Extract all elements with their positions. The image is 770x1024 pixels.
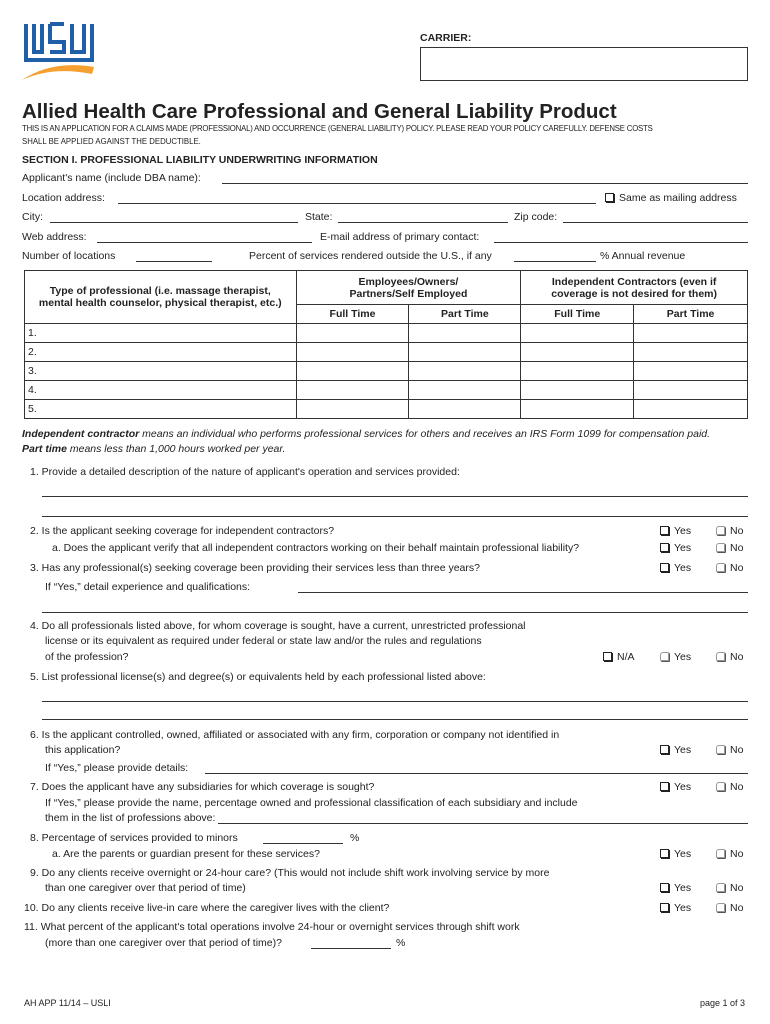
table-row	[25, 324, 748, 343]
table-cell[interactable]	[409, 362, 521, 381]
answer-line[interactable]	[205, 773, 748, 774]
full-time-header: Full Time	[296, 305, 409, 324]
contractors-header: Independent Contractors (even if coverage is not desired for them)	[521, 271, 748, 305]
checkbox-icon	[716, 883, 725, 892]
question-q5: 5. List professional license(s) and degree(s) or equivalents held by each professional listed above:	[30, 671, 486, 683]
answer-line[interactable]	[298, 592, 748, 593]
type-header: Type of professional (i.e. massage therapist, mental health counselor, physical therapist, etc.)	[25, 271, 297, 324]
question-q6b: this application?	[45, 744, 121, 756]
no-checkbox[interactable]: No	[716, 848, 743, 860]
checkbox-icon	[660, 782, 669, 791]
checkbox-icon	[603, 652, 612, 661]
yes-checkbox[interactable]: Yes	[660, 562, 691, 574]
checkbox-icon	[716, 903, 725, 912]
question-q1: 1. Provide a detailed description of the nature of applicant's operation and services provided:	[30, 466, 460, 478]
table-row	[25, 343, 748, 362]
question-q11a: 11. What percent of the applicant's total operations involve 24-hour or overnight services through shift work	[24, 921, 520, 933]
answer-line[interactable]	[42, 612, 748, 613]
table-row	[25, 400, 748, 419]
table-cell[interactable]	[521, 343, 634, 362]
web-label: Web address:	[22, 231, 87, 243]
question-q3: 3. Has any professional(s) seeking coverage been providing their services less than three years?	[30, 562, 480, 574]
no-checkbox[interactable]: No	[716, 562, 743, 574]
table-cell[interactable]	[296, 400, 409, 419]
location-label: Location address:	[22, 192, 105, 204]
same-as-mailing-checkbox[interactable]	[605, 192, 737, 204]
answer-line[interactable]	[311, 948, 391, 949]
checkbox-icon	[716, 543, 725, 552]
pct-outside-field[interactable]	[514, 261, 596, 262]
no-checkbox[interactable]: No	[716, 542, 743, 554]
same-as-mailing-label: Same as mailing address	[619, 192, 737, 204]
pt-definition: Part time means less than 1,000 hours worked per year.	[22, 443, 286, 455]
yes-checkbox[interactable]: Yes	[660, 744, 691, 756]
checkbox-icon	[660, 543, 669, 552]
checkbox-icon	[660, 903, 669, 912]
question-q2: 2. Is the applicant seeking coverage for independent contractors?	[30, 525, 335, 537]
checkbox-icon	[660, 526, 669, 535]
table-cell[interactable]	[634, 324, 748, 343]
annual-revenue-label: % Annual revenue	[600, 250, 686, 262]
checkbox-icon	[660, 652, 669, 661]
checkbox-icon	[660, 563, 669, 572]
row-number[interactable]: 2.	[25, 343, 297, 362]
state-label: State:	[305, 211, 333, 223]
employees-header: Employees/Owners/ Partners/Self Employed	[296, 271, 521, 305]
table-cell[interactable]	[409, 343, 521, 362]
applicant-field[interactable]	[222, 183, 748, 184]
answer-line[interactable]	[42, 701, 748, 702]
table-cell[interactable]	[634, 343, 748, 362]
zip-label: Zip code:	[514, 211, 558, 223]
row-number[interactable]: 4.	[25, 381, 297, 400]
answer-line[interactable]	[42, 516, 748, 517]
notice-text: SHALL BE APPLIED AGAINST THE DEDUCTIBLE.	[22, 137, 201, 146]
table-cell[interactable]	[409, 324, 521, 343]
location-field[interactable]	[118, 203, 596, 204]
checkbox-icon	[716, 745, 725, 754]
full-time-header: Full Time	[521, 305, 634, 324]
yes-checkbox[interactable]: Yes	[660, 542, 691, 554]
yes-checkbox[interactable]: Yes	[660, 651, 691, 663]
checkbox-icon	[716, 782, 725, 791]
question-q8: 8. Percentage of services provided to minors	[30, 832, 238, 844]
page-number: page 1 of 3	[700, 998, 746, 1008]
row-number[interactable]: 5.	[25, 400, 297, 419]
city-label: City:	[22, 211, 43, 223]
no-checkbox[interactable]: No	[716, 651, 743, 663]
question-q4b: license or its equivalent as required under federal or state law and/or the rules and regulations	[45, 635, 482, 647]
yes-checkbox[interactable]: Yes	[660, 848, 691, 860]
question-q4a: 4. Do all professionals listed above, for whom coverage is sought, have a current, unrestricted professional	[30, 620, 526, 632]
table-cell[interactable]	[521, 381, 634, 400]
answer-line[interactable]	[42, 719, 748, 720]
usli-logo	[22, 22, 96, 80]
table-cell[interactable]	[521, 324, 634, 343]
email-field[interactable]	[494, 242, 748, 243]
carrier-label: CARRIER:	[420, 32, 472, 44]
question-q9b: than one caregiver over that period of time)	[45, 882, 246, 894]
row-number[interactable]: 3.	[25, 362, 297, 381]
pct-sign: %	[396, 937, 406, 949]
question-q7a: 7. Does the applicant have any subsidiaries for which coverage is sought?	[30, 781, 375, 793]
table-cell[interactable]	[296, 362, 409, 381]
table-cell[interactable]	[409, 400, 521, 419]
no-checkbox[interactable]: No	[716, 781, 743, 793]
checkbox-icon	[605, 193, 614, 202]
part-time-header: Part Time	[634, 305, 748, 324]
question-q8a: a. Are the parents or guardian present for these services?	[52, 848, 320, 860]
pct-outside-label: Percent of services rendered outside the U.S., if any	[249, 250, 492, 262]
answer-line[interactable]	[218, 823, 748, 824]
email-label: E-mail address of primary contact:	[320, 231, 480, 243]
no-checkbox[interactable]: No	[716, 525, 743, 537]
table-cell[interactable]	[521, 362, 634, 381]
table-cell[interactable]	[521, 400, 634, 419]
answer-line[interactable]	[42, 496, 748, 497]
table-cell[interactable]	[409, 381, 521, 400]
section-heading: SECTION I. PROFESSIONAL LIABILITY UNDERWRITING INFORMATION	[22, 154, 378, 166]
question-q2a: a. Does the applicant verify that all independent contractors working on their behalf maintain professional liability?	[52, 542, 580, 554]
question-q6c: If “Yes,” please provide details:	[45, 762, 189, 774]
checkbox-icon	[716, 563, 725, 572]
table-cell[interactable]	[296, 343, 409, 362]
question-q11b: (more than one caregiver over that period of time)?	[45, 937, 282, 949]
applicant-label: Applicant's name (include DBA name):	[22, 172, 201, 184]
question-q3b: If “Yes,” detail experience and qualifications:	[45, 581, 251, 593]
num-locations-field[interactable]	[136, 261, 212, 262]
na-checkbox[interactable]: N/A	[603, 651, 635, 663]
answer-line[interactable]	[263, 843, 343, 844]
num-locations-label: Number of locations	[22, 250, 116, 262]
checkbox-icon	[716, 849, 725, 858]
no-checkbox[interactable]: No	[716, 902, 743, 914]
question-q7c: them in the list of professions above:	[45, 812, 216, 824]
yes-checkbox[interactable]: Yes	[660, 781, 691, 793]
table-row	[25, 362, 748, 381]
footer-form-id: AH APP 11/14 – USLI	[24, 998, 111, 1008]
zip-field[interactable]	[563, 222, 748, 223]
checkbox-icon	[716, 526, 725, 535]
table-cell[interactable]	[296, 381, 409, 400]
carrier-field[interactable]	[420, 47, 748, 81]
table-cell[interactable]	[634, 400, 748, 419]
checkbox-icon	[660, 745, 669, 754]
city-field[interactable]	[50, 222, 298, 223]
question-q9a: 9. Do any clients receive overnight or 24-hour care? (This would not include shift work involving service by more	[30, 867, 550, 879]
checkbox-icon	[660, 883, 669, 892]
no-checkbox[interactable]: No	[716, 882, 743, 894]
yes-checkbox[interactable]: Yes	[660, 902, 691, 914]
table-cell[interactable]	[296, 324, 409, 343]
checkbox-icon	[660, 849, 669, 858]
no-checkbox[interactable]: No	[716, 744, 743, 756]
question-q4c: of the profession?	[45, 651, 129, 663]
professionals-table	[24, 270, 748, 419]
web-field[interactable]	[97, 242, 312, 243]
row-number[interactable]: 1.	[25, 324, 297, 343]
page-title: Allied Health Care Professional and General Liability Product	[22, 100, 617, 123]
table-cell[interactable]	[634, 381, 748, 400]
part-time-header: Part Time	[409, 305, 521, 324]
table-cell[interactable]	[634, 362, 748, 381]
yes-checkbox[interactable]: Yes	[660, 525, 691, 537]
table-row	[25, 381, 748, 400]
state-field[interactable]	[338, 222, 508, 223]
question-q6a: 6. Is the applicant controlled, owned, affiliated or associated with any firm, corporation or company not identified in	[30, 729, 560, 741]
checkbox-icon	[716, 652, 725, 661]
yes-checkbox[interactable]: Yes	[660, 882, 691, 894]
question-q7b: If “Yes,” please provide the name, percentage owned and professional classification of each subsidiary and include	[45, 797, 578, 809]
notice-text: THIS IS AN APPLICATION FOR A CLAIMS MADE (PROFESSIONAL) AND OCCURRENCE (GENERAL LIABILITY) POLICY. PLEASE READ YOUR POLICY CAREFULLY. DEFENSE COSTS	[22, 124, 653, 133]
ic-definition: Independent contractor means an individual who performs professional services for others and receives an IRS Form 1099 for compensation paid.	[22, 428, 711, 440]
pct-sign: %	[350, 832, 360, 844]
question-q10: 10. Do any clients receive live-in care where the caregiver lives with the client?	[24, 902, 390, 914]
